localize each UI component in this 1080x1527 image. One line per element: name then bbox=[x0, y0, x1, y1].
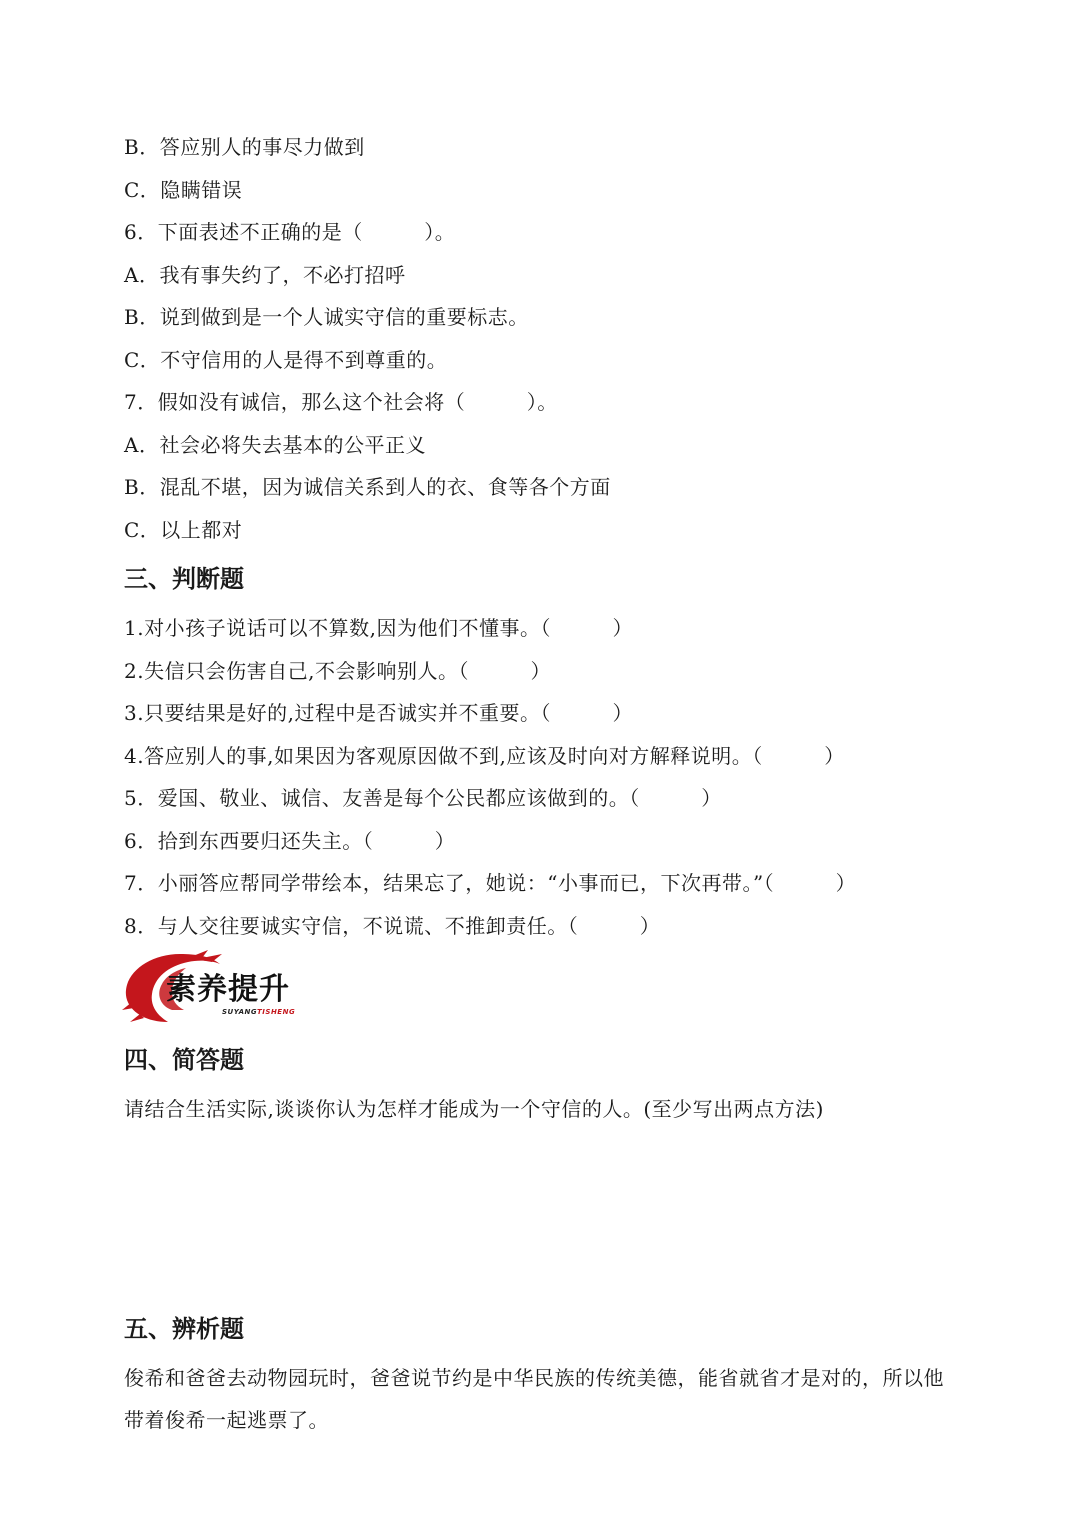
option-b-q6: B．说到做到是一个人诚实守信的重要标志。 bbox=[124, 305, 529, 329]
logo-title: 素养提升 bbox=[166, 972, 290, 1007]
question-7: 7．假如没有诚信，那么这个社会将（ ）。 bbox=[124, 390, 558, 414]
option-c-q6: C．不守信用的人是得不到尊重的。 bbox=[124, 348, 448, 372]
logo-subtitle bbox=[222, 1008, 295, 1016]
judgement-item-8: 8．与人交往要诚实守信，不说谎、不推卸责任。（ ） bbox=[124, 914, 661, 938]
option-a-q7: A．社会必将失去基本的公平正义 bbox=[124, 433, 426, 457]
suyang-tisheng-logo bbox=[122, 948, 312, 1026]
question-6: 6．下面表述不正确的是（ ）。 bbox=[124, 220, 456, 244]
judgement-item-1: 1.对小孩子说话可以不算数,因为他们不懂事。（ ） bbox=[124, 616, 633, 640]
judgement-item-6: 6．拾到东西要归还失主。（ ） bbox=[124, 829, 456, 853]
short-answer-question: 请结合生活实际,谈谈你认为怎样才能成为一个守信的人。(至少写出两点方法) bbox=[124, 1097, 824, 1121]
logo-subtitle-a: SUYANG bbox=[222, 1008, 258, 1016]
judgement-item-5: 5．爱国、敬业、诚信、友善是每个公民都应该做到的。（ ） bbox=[124, 786, 722, 810]
judgement-item-7: 7．小丽答应帮同学带绘本，结果忘了，她说：“小事而已，下次再带。”（ ） bbox=[124, 871, 857, 895]
option-b-q5: B．答应别人的事尽力做到 bbox=[124, 135, 365, 159]
option-a-q6: A．我有事失约了，不必打招呼 bbox=[124, 263, 406, 287]
option-c-q5: C．隐瞒错误 bbox=[124, 178, 243, 202]
judgement-item-4: 4.答应别人的事,如果因为客观原因做不到,应该及时向对方解释说明。（ ） bbox=[124, 744, 845, 768]
section-3-title: 三、判断题 bbox=[124, 565, 244, 593]
judgement-item-3: 3.只要结果是好的,过程中是否诚实并不重要。（ ） bbox=[124, 701, 633, 725]
section-5-title: 五、辨析题 bbox=[124, 1315, 244, 1343]
analysis-question: 俊希和爸爸去动物园玩时，爸爸说节约是中华民族的传统美德，能省就省才是对的，所以他带着俊希一起逃票了。 bbox=[124, 1366, 944, 1432]
option-b-q7: B．混乱不堪，因为诚信关系到人的衣、食等各个方面 bbox=[124, 475, 611, 499]
option-c-q7: C．以上都对 bbox=[124, 518, 243, 542]
section-4-title: 四、简答题 bbox=[124, 1046, 244, 1074]
logo-subtitle-b: TISHENG bbox=[257, 1008, 296, 1016]
judgement-item-2: 2.失信只会伤害自己,不会影响别人。（ ） bbox=[124, 659, 551, 683]
